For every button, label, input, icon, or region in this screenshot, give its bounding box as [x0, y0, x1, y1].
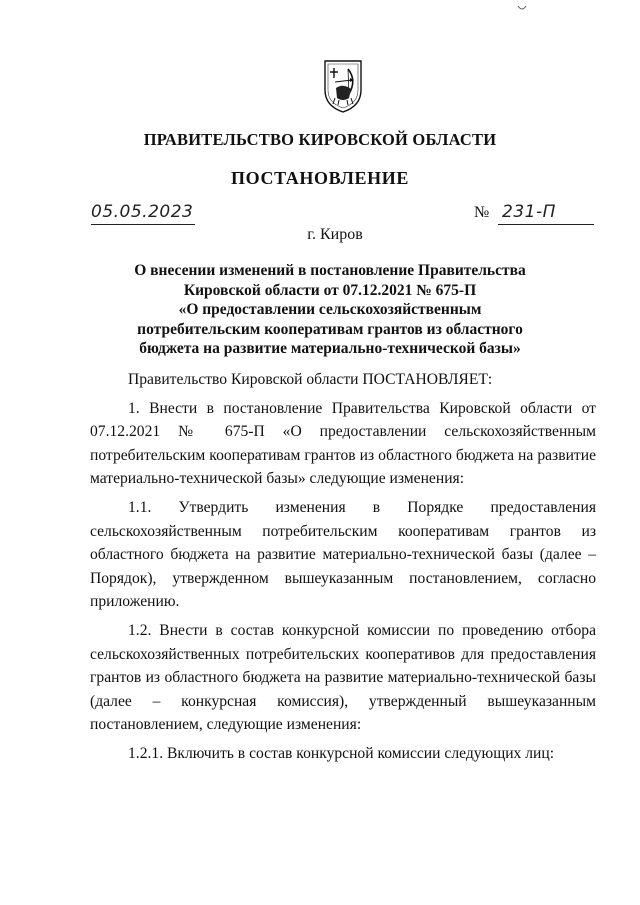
- subject-line: потребительским кооперативам грантов из областного: [137, 320, 523, 338]
- paragraph-1-2-1: 1.2.1. Включить в состав конкурсной комиссии следующих лиц:: [128, 744, 555, 762]
- paragraph-1: 1. Внести в постановление Правительства Кировской области от 07.12.2021 № 675-П «О предоставлении сельскохозяйственным потребительским кооперативам грантов из областного бюджета на развитие материально-технической базы» следующие изменения:: [90, 399, 596, 488]
- document-body: [90, 368, 596, 766]
- government-title: ПРАВИТЕЛЬСТВО КИРОВСКОЙ ОБЛАСТИ: [143, 130, 497, 149]
- document-city: г. Киров: [307, 226, 363, 243]
- document-subject: [120, 261, 540, 359]
- document-date-field: [91, 200, 195, 225]
- document-number-field: [474, 200, 594, 224]
- document-date: 05.05.2023: [91, 202, 194, 222]
- document-number-line: [498, 200, 594, 225]
- subject-line: «О предоставлении сельскохозяйственным: [178, 301, 482, 318]
- subject-line: Кировской области от 07.12.2021 № 675-П: [183, 281, 477, 299]
- paragraph-1-1: 1.1. Утвердить изменения в Порядке предоставления сельскохозяйственным потребительским кооперативам грантов из областного бюджета на развитие материально-технической базы (далее – Порядок), утвержденном вышеуказанным постановлением, согласно приложению.: [90, 498, 596, 611]
- scan-artifact: [517, 4, 527, 12]
- document-number: 231-П: [502, 202, 556, 222]
- number-sign: №: [474, 204, 490, 221]
- document-type: ПОСТАНОВЛЕНИЕ: [231, 168, 409, 188]
- resolution-intro: Правительство Кировской области ПОСТАНОВЛЯЕТ:: [128, 371, 493, 388]
- paragraph-1-2: 1.2. Внести в состав конкурсной комиссии по проведению отбора сельскохозяйственных потребительских кооперативов для предоставления грантов из областного бюджета на развитие материально-технической базы (далее – конкурсная комиссия), утвержденный вышеуказанным постановлением, следующие изменения:: [90, 621, 596, 734]
- subject-line: бюджета на развитие материально-технической базы»: [139, 340, 521, 357]
- kirov-region-coat-of-arms-icon: [321, 58, 365, 114]
- subject-line: О внесении изменений в постановление Правительства: [134, 262, 526, 279]
